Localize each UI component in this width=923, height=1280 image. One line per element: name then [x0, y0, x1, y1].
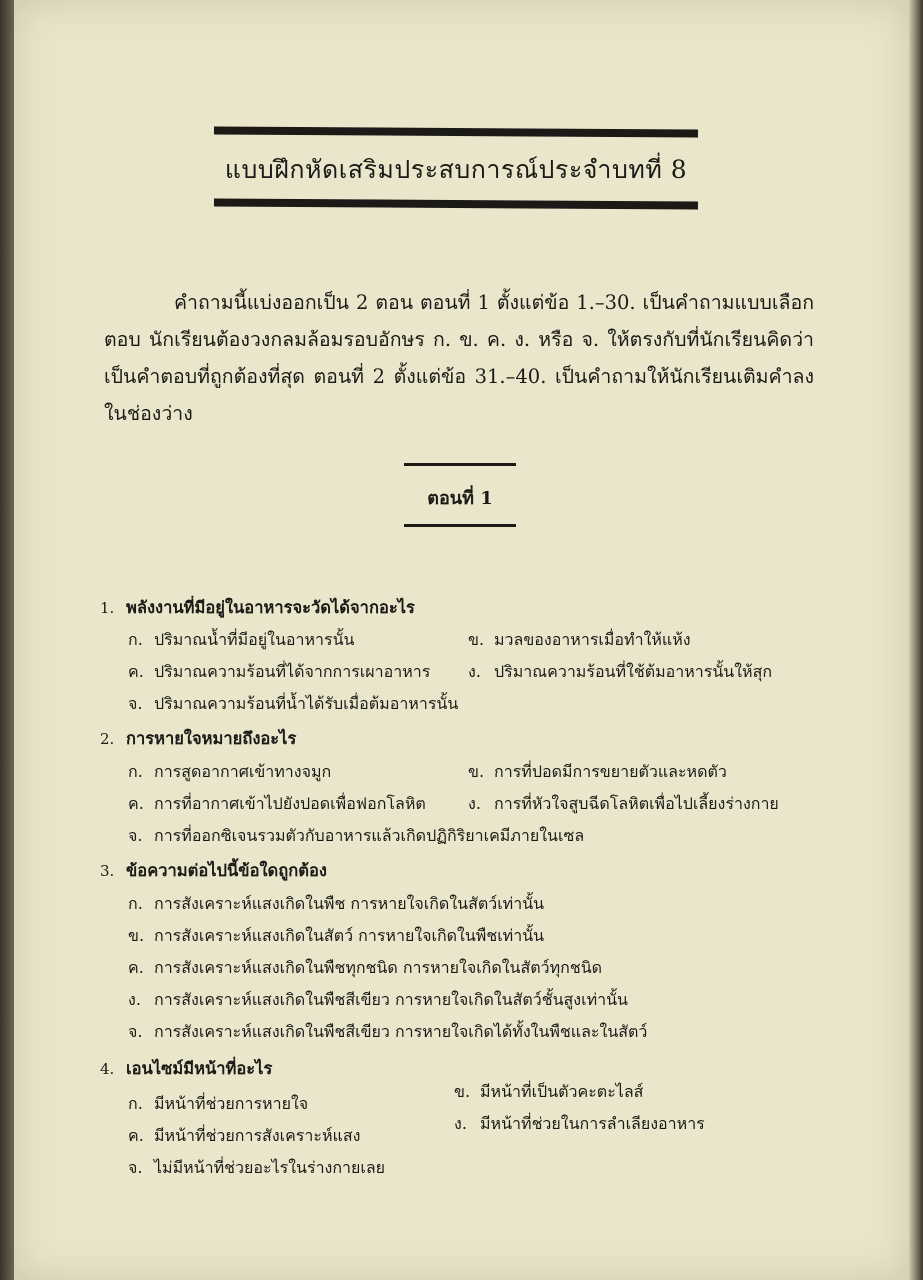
- option-text: การสังเคราะห์แสงเกิดในพืชสีเขียว การหายใจเกิดได้ทั้งในพืชและในสัตว์: [154, 1022, 648, 1041]
- option-text: ปริมาณความร้อนที่น้ำได้รับเมื่อต้มอาหารนั้น: [154, 694, 459, 713]
- option-text: การที่ปอดมีการขยายตัวและหดตัว: [494, 762, 727, 781]
- option-letter: ก.: [128, 894, 143, 913]
- title-rule-bottom: [214, 199, 698, 210]
- option-4-d: [454, 1112, 705, 1137]
- option-3-e: [128, 1020, 647, 1045]
- option-1-c: [128, 660, 430, 685]
- option-text: การสังเคราะห์แสงเกิดในพืชสีเขียว การหายใจเกิดในสัตว์ชั้นสูงเท่านั้น: [154, 990, 628, 1009]
- option-2-b: [468, 760, 727, 785]
- option-2-c: [128, 792, 426, 817]
- option-letter: ค.: [128, 794, 144, 813]
- option-3-b: [128, 924, 544, 949]
- option-2-a: [128, 760, 331, 785]
- option-text: การสูดอากาศเข้าทางจมูก: [154, 762, 332, 781]
- option-letter: ง.: [128, 990, 141, 1009]
- option-letter: จ.: [128, 1022, 143, 1041]
- option-letter: ค.: [128, 1126, 144, 1145]
- question-number: 3.: [100, 862, 115, 880]
- book-page: [14, 0, 909, 1280]
- option-letter: ก.: [128, 630, 143, 649]
- option-letter: ง.: [468, 662, 481, 681]
- section-heading: ตอนที่ 1: [427, 488, 493, 509]
- question-1: [100, 595, 415, 621]
- option-text: มวลของอาหารเมื่อทำให้แห้ง: [494, 630, 691, 649]
- title-box: [214, 128, 698, 208]
- question-text: เอนไซม์มีหน้าที่อะไร: [126, 1059, 273, 1078]
- option-text: การสังเคราะห์แสงเกิดในพืชทุกชนิด การหายใจเกิดในสัตว์ทุกชนิด: [154, 958, 603, 977]
- option-3-a: [128, 892, 544, 917]
- question-2: [100, 726, 296, 752]
- option-4-c: [128, 1124, 360, 1149]
- section-rule-bottom: [404, 524, 516, 527]
- question-4: [100, 1056, 272, 1082]
- title-rule-top: [214, 127, 698, 138]
- option-text: ปริมาณน้ำที่มีอยู่ในอาหารนั้น: [154, 630, 355, 649]
- question-number: 2.: [100, 730, 115, 748]
- section-heading-block: [404, 463, 516, 529]
- question-number: 4.: [100, 1060, 115, 1078]
- option-letter: จ.: [128, 694, 143, 713]
- option-4-a: [128, 1092, 308, 1117]
- option-text: มีหน้าที่เป็นตัวคะตะไลส์: [480, 1082, 644, 1101]
- option-text: มีหน้าที่ช่วยการหายใจ: [154, 1094, 309, 1113]
- option-text: มีหน้าที่ช่วยในการลำเลียงอาหาร: [480, 1114, 705, 1133]
- option-letter: ง.: [454, 1114, 467, 1133]
- option-text: การที่ออกซิเจนรวมตัวกับอาหารแล้วเกิดปฏิกิริยาเคมีภายในเซล: [154, 826, 585, 845]
- question-text: การหายใจหมายถึงอะไร: [126, 729, 297, 748]
- question-text: พลังงานที่มีอยู่ในอาหารจะวัดได้จากอะไร: [126, 598, 415, 617]
- option-letter: ค.: [128, 958, 144, 977]
- option-letter: ข.: [468, 762, 485, 781]
- option-letter: ข.: [128, 926, 145, 945]
- option-text: มีหน้าที่ช่วยการสังเคราะห์แสง: [154, 1126, 361, 1145]
- option-1-a: [128, 628, 354, 653]
- option-letter: ข.: [468, 630, 485, 649]
- option-1-b: [468, 628, 691, 653]
- question-3: [100, 858, 327, 884]
- option-text: ปริมาณความร้อนที่ใช้ต้มอาหารนั้นให้สุก: [494, 662, 773, 681]
- option-letter: จ.: [128, 826, 143, 845]
- option-letter: จ.: [128, 1158, 143, 1177]
- page-edge-shadow: [909, 0, 923, 1280]
- option-text: ปริมาณความร้อนที่ได้จากการเผาอาหาร: [154, 662, 431, 681]
- option-2-e: [128, 824, 584, 849]
- page-title: แบบฝึกหัดเสริมประสบการณ์ประจำบทที่ 8: [224, 155, 688, 184]
- option-1-d: [468, 660, 772, 685]
- option-2-d: [468, 792, 779, 817]
- option-letter: ก.: [128, 762, 143, 781]
- option-3-c: [128, 956, 602, 981]
- option-text: การสังเคราะห์แสงเกิดในพืช การหายใจเกิดในสัตว์เท่านั้น: [154, 894, 545, 913]
- option-3-d: [128, 988, 628, 1013]
- instructions-text: คำถามนี้แบ่งออกเป็น 2 ตอน ตอนที่ 1 ตั้งแต่ข้อ 1.–30. เป็นคำถามแบบเลือกตอบ นักเรียนต้องวงกลมล้อมรอบอักษร ก. ข. ค. ง. หรือ จ. ให้ตรงกับที่นักเรียนคิดว่าเป็นคำตอบที่ถูกต้องที่สุด ตอนที่ 2 ตั้งแต่ข้อ 31.–40. เป็นคำถามให้นักเรียนเติมคำลงในช่องว่าง: [104, 291, 814, 425]
- instructions-paragraph: [104, 284, 814, 432]
- option-letter: ค.: [128, 662, 144, 681]
- option-4-b: [454, 1080, 643, 1105]
- question-number: 1.: [100, 599, 115, 617]
- option-letter: ก.: [128, 1094, 143, 1113]
- option-letter: ง.: [468, 794, 481, 813]
- option-text: ไม่มีหน้าที่ช่วยอะไรในร่างกายเลย: [154, 1158, 386, 1177]
- option-letter: ข.: [454, 1082, 471, 1101]
- question-text: ข้อความต่อไปนี้ข้อใดถูกต้อง: [126, 861, 327, 880]
- option-text: การที่หัวใจสูบฉีดโลหิตเพื่อไปเลี้ยงร่างกาย: [494, 794, 779, 813]
- option-1-e: [128, 692, 458, 717]
- section-rule-top: [404, 463, 516, 466]
- book-spine-shadow: [0, 0, 14, 1280]
- option-text: การสังเคราะห์แสงเกิดในสัตว์ การหายใจเกิดในพืชเท่านั้น: [154, 926, 545, 945]
- option-4-e: [128, 1156, 385, 1181]
- option-text: การที่อากาศเข้าไปยังปอดเพื่อฟอกโลหิต: [154, 794, 426, 813]
